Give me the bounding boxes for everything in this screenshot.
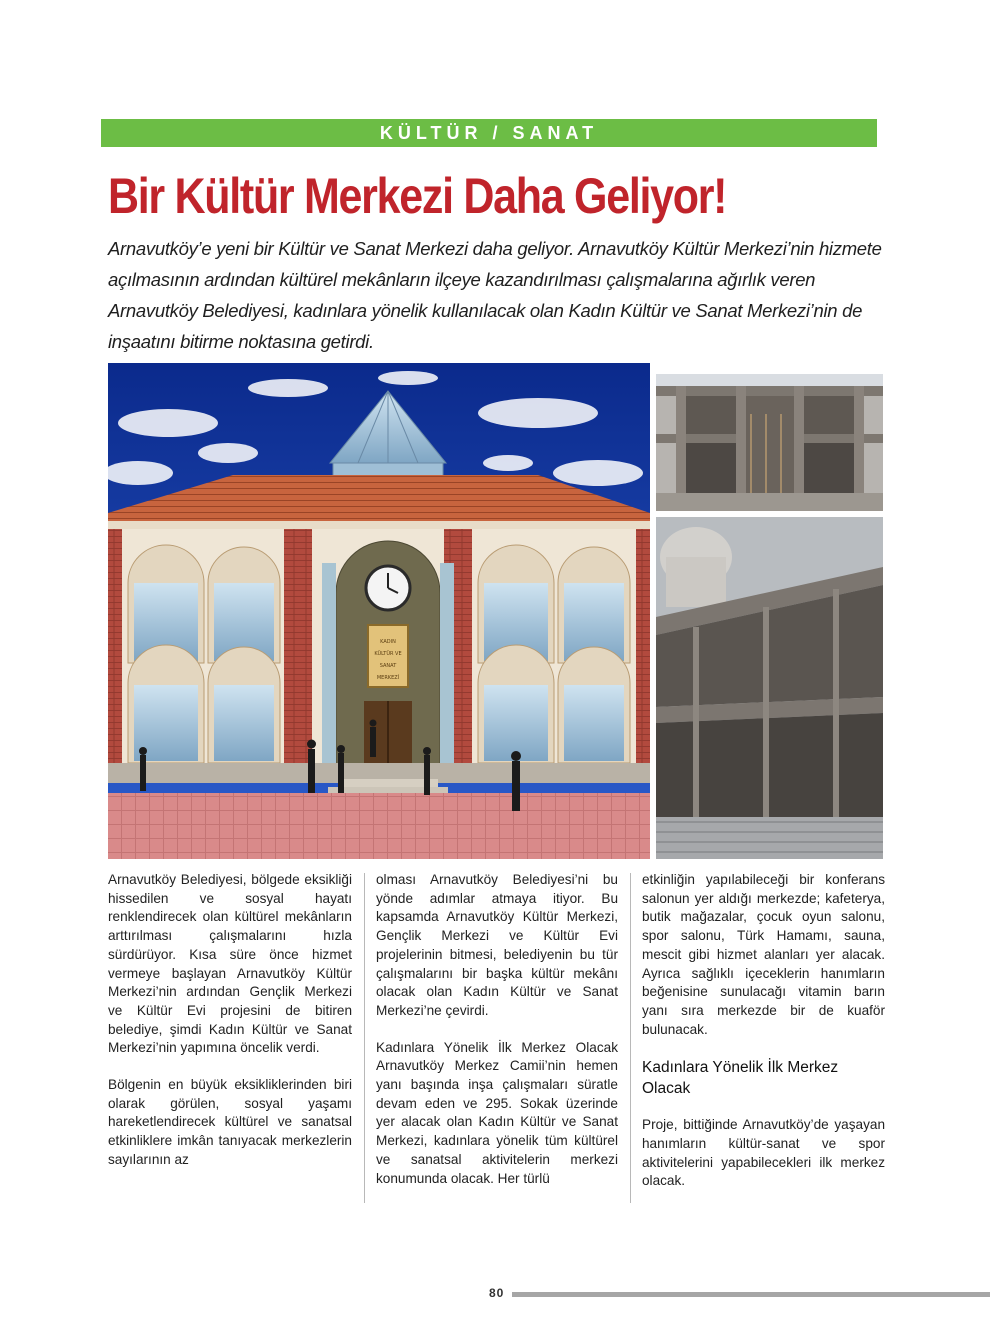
col3-paragraph-1: etkinliğin yapılabileceği bir konferans salonun yer aldığı merkezde; kafeterya, butik mağazalar, çocuk oyun salonu, spor salonu, Türk Hamamı, sauna, mescit gibi hizmet alanları yer alacak. Ayrıca sağlıklı içeceklerin hanımların beğenisine sunulacağı vitamin barın yanı sıra merkezde bir de kuaför bulunacak.: [642, 872, 885, 1037]
col1-paragraph-2: Bölgenin en büyük eksikliklerinden biri olarak görülen, sosyal yaşamı hareketlendirecek kültürel ve sanatsal etkinliklere imkân tanıyacak merkezlerin sayılarının az: [108, 1077, 352, 1167]
article-subheading: Kadınlara Yönelik İlk Merkez Olacak: [642, 1059, 839, 1098]
col2-paragraph-2: Kadınlara Yönelik İlk Merkez Olacak Arnavutköy Merkez Camii’nin hemen yanı başında inşa çalışmaları süratle devam eden ve 295. Sokak üzerinde yer alacak olan Kadın Kültür ve Sanat Merkezi, kadınlara yönelik tüm kültürel ve sanatsal aktivitelerin merkezi konumunda olacak. Her türlü: [376, 1039, 618, 1186]
article-column-1: [108, 871, 352, 1170]
section-header-bar: [101, 119, 877, 147]
col3-paragraph-2: Proje, bittiğinde Arnavutköy’de yaşayan hanımların kültür-sanat ve spor aktivitelerini yapabilecekleri ilk merkez olacak.: [642, 1117, 885, 1189]
construction-photo-front: [656, 374, 883, 511]
section-label: KÜLTÜR / SANAT: [379, 122, 599, 143]
svg-text:KÜLTÜR VE: KÜLTÜR VE: [374, 651, 402, 657]
svg-text:MERKEZİ: MERKEZİ: [376, 675, 400, 681]
col1-paragraph-1: Arnavutköy Belediyesi, bölgede eksikliği hissedilen ve sosyal hayatı renklendirecek olan kültürel mekânların arttırılması çalışmalarını hızla sürdürüyor. Kısa süre önce hizmet vermeye başlayan Arnavutköy Kültür Merkezi’nin ardından Gençlik Merkezi ve Kültür Evi projesini de bitiren belediye, şimdi Kadın Kültür ve Sanat Merkezi’nin yapımına öncelik verdi.: [108, 872, 352, 1056]
building-rendering-image: [108, 363, 650, 859]
column-divider: [630, 873, 631, 1203]
svg-text:SANAT: SANAT: [379, 663, 397, 669]
column-divider: [364, 873, 365, 1203]
page-number: 80: [489, 1286, 505, 1300]
article-lead: Arnavutköy’e yeni bir Kültür ve Sanat Merkezi daha geliyor. Arnavutköy Kültür Merkezi’nin hizmete açılmasının ardından kültürel mekânların ilçeye kazandırılması çalışmalarına ağırlık veren Arnavutköy Belediyesi, kadınlara yönelik kullanılacak olan Kadın Kültür ve Sanat Merkezi’nin de inşaatını bitirme noktasına getirdi.: [108, 238, 882, 352]
article-title: Bir Kültür Merkezi Daha Geliyor!: [108, 168, 727, 224]
footer-rule: [512, 1292, 990, 1297]
construction-photo-side: [656, 517, 883, 859]
article-column-3: [642, 871, 885, 1191]
col2-paragraph-1: olması Arnavutköy Belediyesi’ni bu yönde adımlar atmaya itiyor. Bu kapsamda Arnavutköy Kültür Merkezi, Gençlik Merkezi ve Kültür Evi projelerinin bitmesi, belediyenin bu tür çalışmalarını bir başka kültür mekânı olacak olan Kadın Kültür ve Sanat Merkezi’ne çevirdi.: [376, 872, 618, 1018]
article-column-2: [376, 871, 618, 1188]
svg-text:KADIN: KADIN: [380, 639, 396, 645]
